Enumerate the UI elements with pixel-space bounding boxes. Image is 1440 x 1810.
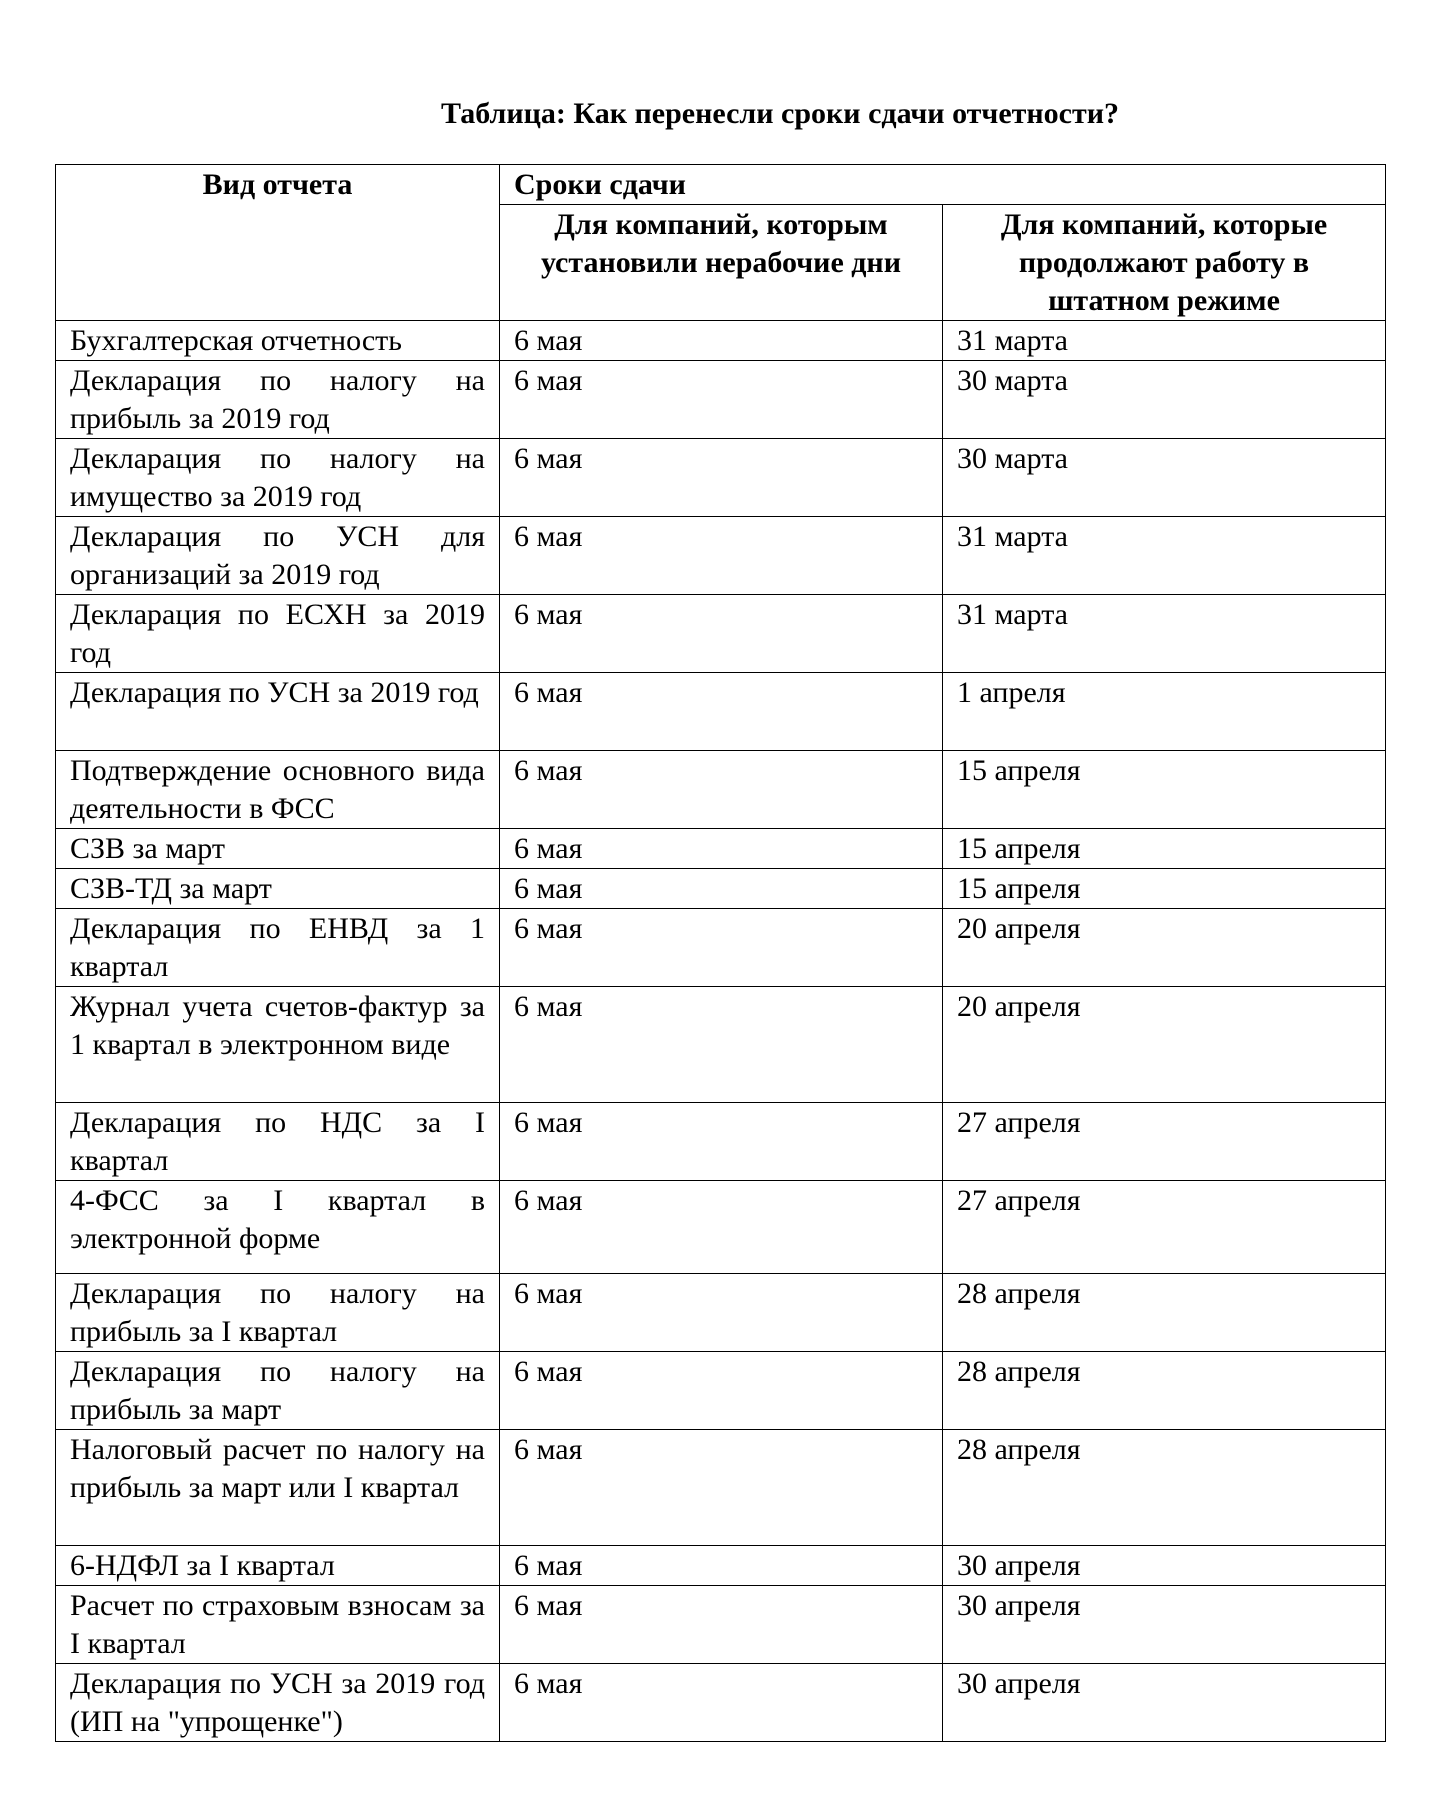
table-body: [56, 321, 1386, 1742]
deadline-regular-cell: 30 апреля: [943, 1664, 1386, 1742]
report-name-cell: СЗВ-ТД за март: [56, 869, 500, 909]
table-row: [56, 517, 1386, 595]
deadline-regular-cell: 31 марта: [943, 517, 1386, 595]
deadline-non-working-cell: 6 мая: [500, 1181, 943, 1274]
deadline-regular-cell: 30 марта: [943, 439, 1386, 517]
deadline-non-working-cell: 6 мая: [500, 595, 943, 673]
deadline-non-working-cell: 6 мая: [500, 517, 943, 595]
report-name-cell: Декларация по налогу на имущество за 2019 год: [56, 439, 500, 517]
table-row: [56, 1352, 1386, 1430]
deadline-regular-cell: 31 марта: [943, 595, 1386, 673]
table-row: [56, 595, 1386, 673]
report-name-cell: Расчет по страховым взносам за I квартал: [56, 1586, 500, 1664]
report-name-cell: Декларация по ЕНВД за 1 квартал: [56, 909, 500, 987]
deadline-non-working-cell: 6 мая: [500, 1664, 943, 1742]
deadline-regular-cell: 28 апреля: [943, 1430, 1386, 1546]
table-row: [56, 987, 1386, 1103]
deadline-non-working-cell: 6 мая: [500, 321, 943, 361]
header-report-type: Вид отчета: [56, 165, 500, 321]
deadline-regular-cell: 15 апреля: [943, 829, 1386, 869]
deadline-regular-cell: 27 апреля: [943, 1181, 1386, 1274]
header-regular: Для компаний, которые продолжают работу в штатном режиме: [943, 205, 1386, 321]
deadline-regular-cell: 1 апреля: [943, 673, 1386, 751]
deadline-non-working-cell: 6 мая: [500, 987, 943, 1103]
deadline-non-working-cell: 6 мая: [500, 869, 943, 909]
table-row: [56, 1430, 1386, 1546]
deadline-regular-cell: 30 марта: [943, 361, 1386, 439]
report-name-cell: Декларация по УСН за 2019 год: [56, 673, 500, 751]
report-name-cell: Подтверждение основного вида деятельности в ФСС: [56, 751, 500, 829]
deadline-regular-cell: 15 апреля: [943, 751, 1386, 829]
report-name-cell: Налоговый расчет по налогу на прибыль за март или I квартал: [56, 1430, 500, 1546]
report-name-cell: Декларация по НДС за I квартал: [56, 1103, 500, 1181]
report-name-cell: 4-ФСС за I квартал в электронной форме: [56, 1181, 500, 1274]
report-name-cell: Декларация по УСН за 2019 год (ИП на "упрощенке"): [56, 1664, 500, 1742]
table-row: [56, 1274, 1386, 1352]
header-row-group: [56, 165, 1386, 205]
deadline-regular-cell: 20 апреля: [943, 909, 1386, 987]
table-row: [56, 909, 1386, 987]
deadline-regular-cell: 30 апреля: [943, 1586, 1386, 1664]
table-row: [56, 1546, 1386, 1586]
deadline-regular-cell: 28 апреля: [943, 1352, 1386, 1430]
table-row: [56, 1181, 1386, 1274]
header-non-working: Для компаний, которым установили нерабочие дни: [500, 205, 943, 321]
deadline-regular-cell: 27 апреля: [943, 1103, 1386, 1181]
deadline-non-working-cell: 6 мая: [500, 1586, 943, 1664]
report-name-cell: Декларация по налогу на прибыль за I квартал: [56, 1274, 500, 1352]
table-row: [56, 1586, 1386, 1664]
report-name-cell: Декларация по ЕСХН за 2019 год: [56, 595, 500, 673]
report-name-cell: Бухгалтерская отчетность: [56, 321, 500, 361]
deadline-non-working-cell: 6 мая: [500, 1430, 943, 1546]
table-row: [56, 1103, 1386, 1181]
deadline-regular-cell: 31 марта: [943, 321, 1386, 361]
deadline-non-working-cell: 6 мая: [500, 673, 943, 751]
deadline-non-working-cell: 6 мая: [500, 361, 943, 439]
table-row: [56, 751, 1386, 829]
deadlines-table: [55, 164, 1386, 1742]
report-name-cell: Журнал учета счетов-фактур за 1 квартал в электронном виде: [56, 987, 500, 1103]
report-name-cell: Декларация по налогу на прибыль за март: [56, 1352, 500, 1430]
table-row: [56, 829, 1386, 869]
header-deadlines: Сроки сдачи: [500, 165, 1386, 205]
table-row: [56, 439, 1386, 517]
deadline-non-working-cell: 6 мая: [500, 829, 943, 869]
deadline-non-working-cell: 6 мая: [500, 1352, 943, 1430]
report-name-cell: 6-НДФЛ за I квартал: [56, 1546, 500, 1586]
deadline-regular-cell: 15 апреля: [943, 869, 1386, 909]
report-name-cell: Декларация по УСН для организаций за 2019 год: [56, 517, 500, 595]
deadline-non-working-cell: 6 мая: [500, 909, 943, 987]
table-row: [56, 673, 1386, 751]
report-name-cell: СЗВ за март: [56, 829, 500, 869]
table-row: [56, 869, 1386, 909]
deadline-non-working-cell: 6 мая: [500, 1546, 943, 1586]
deadline-non-working-cell: 6 мая: [500, 1103, 943, 1181]
table-row: [56, 1664, 1386, 1742]
page-title: Таблица: Как перенесли сроки сдачи отчетности?: [440, 97, 1120, 130]
deadline-non-working-cell: 6 мая: [500, 1274, 943, 1352]
deadline-regular-cell: 30 апреля: [943, 1546, 1386, 1586]
table-row: [56, 321, 1386, 361]
report-name-cell: Декларация по налогу на прибыль за 2019 год: [56, 361, 500, 439]
deadline-regular-cell: 20 апреля: [943, 987, 1386, 1103]
deadline-regular-cell: 28 апреля: [943, 1274, 1386, 1352]
deadline-non-working-cell: 6 мая: [500, 439, 943, 517]
deadline-non-working-cell: 6 мая: [500, 751, 943, 829]
table-row: [56, 361, 1386, 439]
